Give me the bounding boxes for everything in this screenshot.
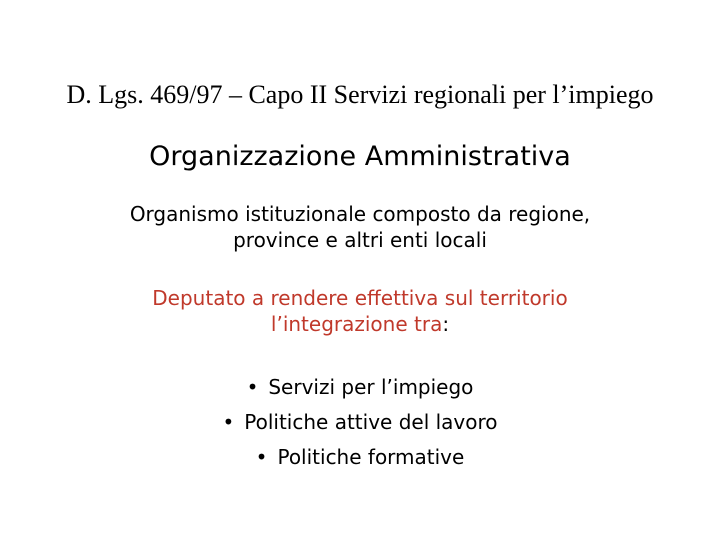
list-item-label: Politiche attive del lavoro <box>244 410 498 434</box>
bullet-icon: • <box>246 375 259 399</box>
slide-heading: D. Lgs. 469/97 – Capo II Servizi regionali per l’impiego <box>66 80 654 109</box>
definition-text <box>0 201 720 253</box>
list-item <box>0 370 720 405</box>
definition-line-1: Organismo istituzionale composto da regione, <box>129 202 591 226</box>
purpose-line-2-tail: : <box>442 312 450 336</box>
definition-line-2: province e altri enti locali <box>233 228 487 252</box>
purpose-line-2 <box>0 311 720 337</box>
list-item-label: Politiche formative <box>277 445 465 469</box>
purpose-text <box>0 285 720 337</box>
purpose-line-1: Deputato a rendere effettiva sul territorio <box>152 286 568 310</box>
purpose-line-2-accent: l’integrazione tra <box>270 312 443 336</box>
bullet-icon: • <box>255 445 268 469</box>
list-item-label: Servizi per l’impiego <box>268 375 474 399</box>
bullet-icon: • <box>222 410 235 434</box>
bullet-list <box>0 370 720 475</box>
slide-subtitle: Organizzazione Amministrativa <box>149 141 571 172</box>
list-item <box>0 440 720 475</box>
list-item <box>0 405 720 440</box>
